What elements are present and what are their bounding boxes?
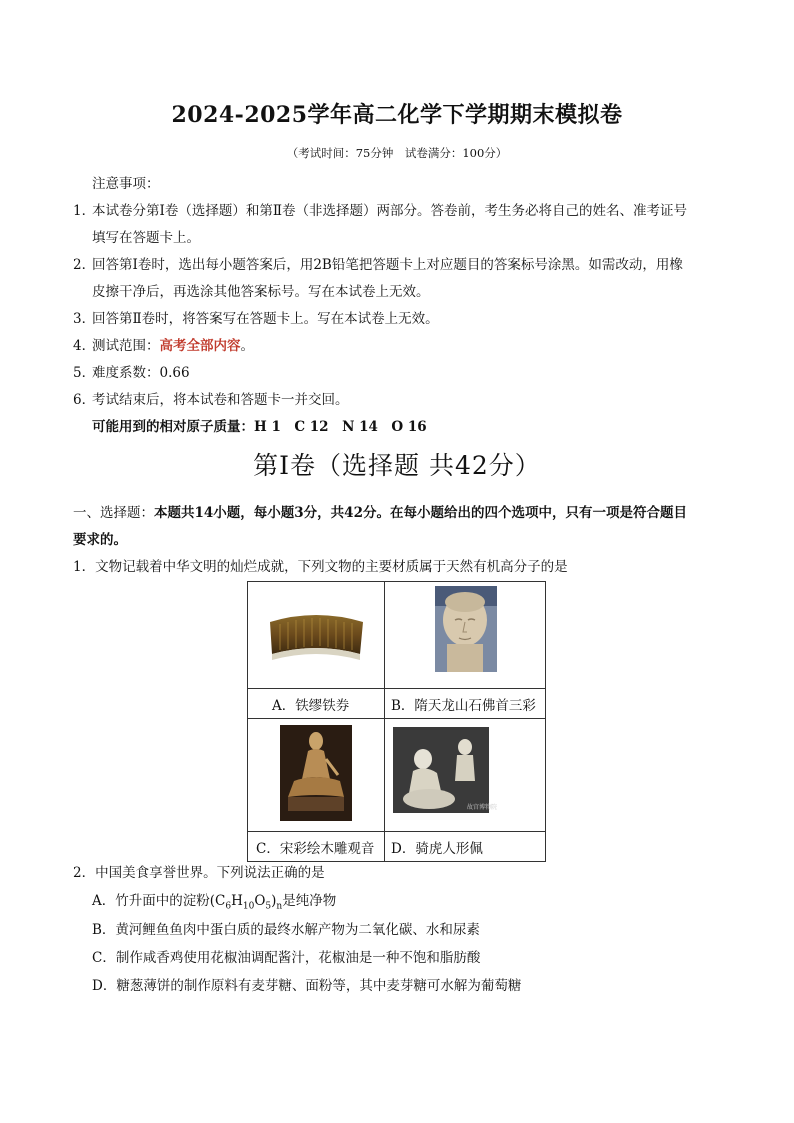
- note-1-number: 1．: [73, 203, 96, 219]
- jade-rider-image: [385, 719, 545, 827]
- section-1-intro-rest: 本题共14小题，每小题3分，共42分。在每小题给出的四个选项中，只有一项是符合题目: [154, 505, 687, 521]
- note-2-line-2: 皮擦干净后，再选涂其他答案标号。写在本试卷上无效。: [92, 284, 430, 300]
- question-2-option-b: B．黄河鲤鱼鱼肉中蛋白质的最终水解产物为二氧化碳、水和尿素: [92, 922, 480, 938]
- note-3-line-1: 回答第Ⅱ卷时，将答案写在答题卡上。写在本试卷上无效。: [92, 311, 439, 327]
- section-1-title: 第Ⅰ卷（选择题 共42分）: [253, 451, 541, 480]
- note-5-number: 5．: [73, 365, 96, 381]
- option-d-label: D．骑虎人形佩: [385, 832, 546, 862]
- section-1-intro-line-1: [73, 501, 687, 521]
- note-3-number: 3．: [73, 311, 96, 327]
- note-6-number: 6．: [73, 392, 96, 408]
- note-6-line-1: 考试结束后，将本试卷和答题卡一并交回。: [92, 392, 349, 408]
- option-a-image-cell: [248, 582, 385, 689]
- question-2-option-d: D．糖葱薄饼的制作原料有麦芽糖、面粉等，其中麦芽糖可水解为葡萄糖: [92, 978, 522, 994]
- option-c-label: C．宋彩绘木雕观音: [248, 832, 385, 862]
- option-b-image-cell: [385, 582, 546, 689]
- note-1-line-2: 填写在答题卡上。: [92, 230, 200, 246]
- question-2-stem: 2．中国美食享誉世界。下列说法正确的是: [73, 865, 325, 881]
- section-1-intro-line-2: 要求的。: [73, 532, 127, 548]
- question-1-stem: 1．文物记载着中华文明的灿烂成就，下列文物的主要材质属于天然有机高分子的是: [73, 559, 568, 575]
- note-4-suffix: 。: [240, 338, 254, 354]
- note-4-number: 4．: [73, 338, 96, 354]
- note-2-line-1: 回答第Ⅰ卷时，选出每小题答案后，用2B铅笔把答题卡上对应题目的答案标号涂黑。如需改动，用橡: [92, 257, 683, 273]
- note-2-number: 2．: [73, 257, 96, 273]
- option-d-image-cell: [385, 719, 546, 832]
- atomic-mass-line: 可能用到的相对原子质量：H 1 C 12 N 14 O 16: [92, 419, 427, 435]
- option-b-label: B．隋天龙山石佛首三彩: [385, 689, 546, 719]
- note-1-line-1: 本试卷分第Ⅰ卷（选择题）和第Ⅱ卷（非选择题）两部分。答卷前，考生务必将自己的姓名、准考证号: [92, 203, 688, 219]
- note-5-line-1: 难度系数：0.66: [92, 365, 190, 381]
- note-4-prefix: 测试范围：: [92, 338, 160, 354]
- notes-heading: 注意事项：: [92, 176, 160, 192]
- iron-tablet-image: [248, 582, 384, 684]
- q2-option-a-text: A．竹升面中的淀粉: [92, 893, 210, 909]
- museum-watermark: 故宫博物院: [467, 804, 498, 811]
- question-2-option-a: [92, 889, 336, 912]
- note-4-text: [92, 334, 254, 354]
- starch-formula: $(C_6H_{10}O_5)_n$: [209, 893, 283, 912]
- question-2-option-c: C．制作咸香鸡使用花椒油调配酱汁，花椒油是一种不饱和脂肪酸: [92, 950, 481, 966]
- section-1-intro-label: 一、选择题：: [73, 505, 154, 521]
- exam-time-info: （考试时间：75分钟 试卷满分：100分）: [286, 146, 508, 160]
- question-1-options-table: [247, 581, 546, 862]
- test-scope-highlight: 高考全部内容: [159, 338, 241, 354]
- option-c-image-cell: [248, 719, 385, 832]
- q2-option-a-end: 是纯净物: [282, 893, 337, 909]
- option-a-label: A．铁缪铁券: [248, 689, 385, 719]
- buddha-head-image: [385, 582, 545, 684]
- wooden-guanyin-image: [248, 719, 384, 827]
- page-title: 2024-2025学年高二化学下学期期末模拟卷: [171, 102, 623, 128]
